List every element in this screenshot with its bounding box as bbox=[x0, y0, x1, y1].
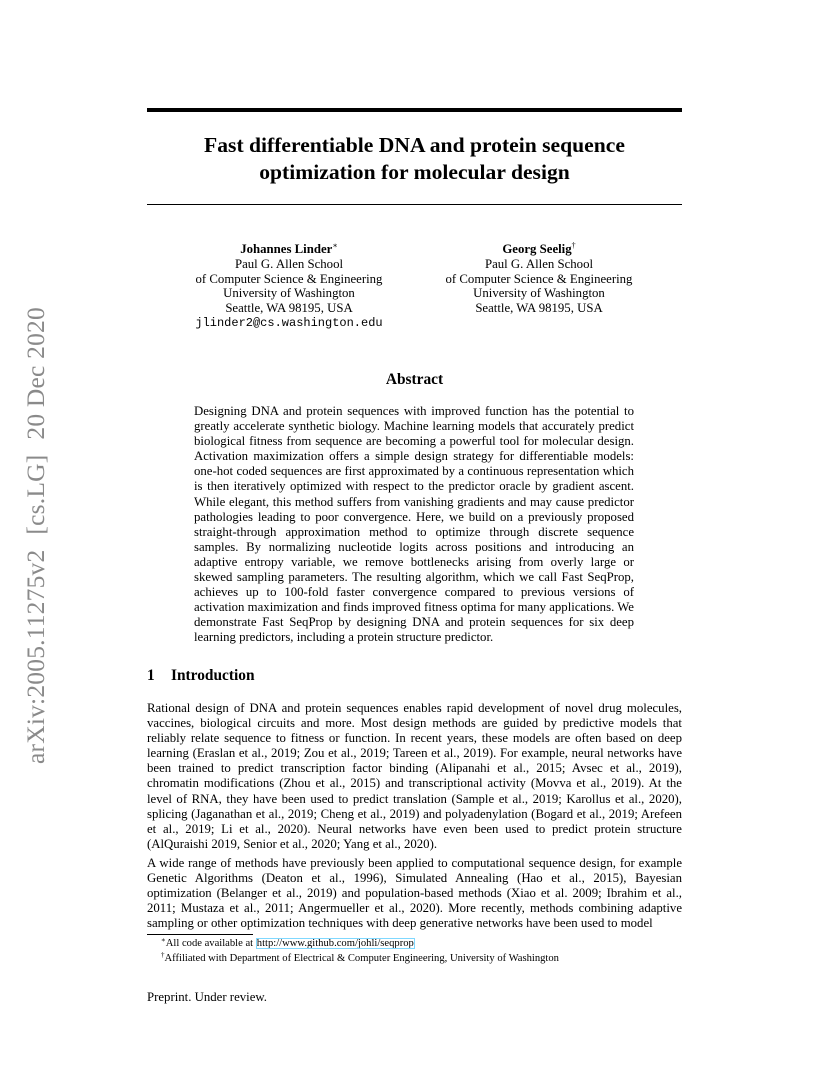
author-block-seelig bbox=[436, 242, 642, 316]
author-affiliation-line: Seattle, WA 98195, USA bbox=[475, 301, 603, 316]
paper-title bbox=[147, 132, 682, 186]
author-affiliation-line: of Computer Science & Engineering bbox=[195, 271, 383, 286]
author-name: Johannes Linder∗ bbox=[240, 241, 338, 256]
github-link[interactable]: http://www.github.com/johli/seqprop bbox=[256, 938, 414, 949]
author-affiliation-line: University of Washington bbox=[473, 286, 605, 301]
section-title: Introduction bbox=[171, 667, 255, 684]
author-footnote-mark: † bbox=[571, 241, 576, 250]
footnote-rule bbox=[147, 934, 253, 935]
footnote-affiliation bbox=[147, 952, 682, 966]
footnote-code bbox=[147, 937, 682, 951]
author-name: Georg Seelig† bbox=[502, 241, 576, 256]
footnote-text: All code available at bbox=[165, 938, 256, 949]
footnote-mark: ∗ bbox=[161, 936, 166, 944]
title-top-rule bbox=[147, 108, 682, 112]
title-bottom-rule bbox=[147, 204, 682, 205]
intro-paragraph-2: A wide range of methods have previously been applied to computational sequence design, for example Genetic Algorithms (Deaton et al., 1996), Simulated Annealing (Hao et al., 2015), Bayesian optimization (Belanger et al., 2019) and population-based methods (Xiao et al. 2009; Ibrahim et al., 2011; Mustaza et al., 2011; Angermueller et al., 2020). More recently, methods combining adaptive sampling or other optimization techniques with deep generative networks have been used to model bbox=[147, 856, 682, 931]
author-block-linder bbox=[185, 242, 393, 331]
author-affiliation-line: Seattle, WA 98195, USA bbox=[225, 301, 353, 316]
arxiv-id: arXiv:2005.11275v2 bbox=[21, 549, 50, 764]
author-affiliation-line: Paul G. Allen School bbox=[484, 256, 594, 271]
author-affiliation-line: of Computer Science & Engineering bbox=[445, 271, 633, 286]
arxiv-sidebar-stamp bbox=[21, 292, 51, 764]
preprint-footer: Preprint. Under review. bbox=[147, 990, 267, 1004]
title-line-1: Fast differentiable DNA and protein sequence bbox=[204, 133, 625, 157]
author-email[interactable]: jlinder2@cs.washington.edu bbox=[195, 315, 383, 330]
author-affiliation-line: University of Washington bbox=[223, 286, 355, 301]
section-heading-introduction bbox=[147, 667, 255, 685]
section-number: 1 bbox=[147, 667, 155, 684]
footnote-text: Affiliated with Department of Electrical & Computer Engineering, University of Washington bbox=[164, 953, 559, 964]
title-line-2: optimization for molecular design bbox=[259, 160, 570, 184]
footnote-mark: † bbox=[161, 951, 165, 959]
abstract-heading: Abstract bbox=[385, 371, 444, 388]
abstract-body: Designing DNA and protein sequences with improved function has the potential to greatly accelerate synthetic biology. Machine learning models that accurately predict biological fitness from sequence are becoming a powerful tool for molecular design. Activation maximization offers a simple design strategy for differentiable models: one-hot coded sequences are first approximated by a continuous representation which is then iteratively optimized with respect to the predictor oracle by gradient ascent. While elegant, this method suffers from vanishing gradients and may cause predictor pathologies leading to poor convergence. Here, we build on a previously proposed straight-through approximation method to optimize through discrete sequence samples. By normalizing nucleotide logits across positions and introducing an adaptive entropy variable, we remove bottlenecks arising from overly large or skewed sampling parameters. The resulting algorithm, which we call Fast SeqProp, achieves up to 100-fold faster convergence compared to previous versions of activation maximization and finds improved fitness optima for many applications. We demonstrate Fast SeqProp by designing DNA and protein sequences for six deep learning predictors, including a protein structure predictor. bbox=[194, 404, 634, 645]
author-affiliation-line: Paul G. Allen School bbox=[234, 256, 344, 271]
intro-paragraph-1: Rational design of DNA and protein sequences enables rapid development of novel drug molecules, vaccines, biological circuits and more. Most design methods are guided by predictive models that reliably relate sequence to fitness or function. In recent years, these models are often based on deep learning (Eraslan et al., 2019; Zou et al., 2019; Tareen et al., 2019). For example, neural networks have been trained to predict transcription factor binding (Alipanahi et al., 2015; Avsec et al., 2019), chromatin modifications (Zhou et al., 2015) and transcriptional activity (Movva et al., 2019). At the level of RNA, they have been used to predict translation (Sample et al., 2019; Karollus et al., 2020), splicing (Jaganathan et al., 2019; Cheng et al., 2019) and polyadenylation (Bogard et al., 2019; Arefeen et al., 2019; Li et al., 2020). Neural networks have even been used to predict protein structure (AlQuraishi 2019, Senior et al., 2020; Yang et al., 2020). bbox=[147, 701, 682, 851]
author-footnote-mark: ∗ bbox=[332, 241, 338, 250]
arxiv-date: 20 Dec 2020 bbox=[21, 307, 50, 440]
arxiv-category: [cs.LG] bbox=[21, 454, 50, 535]
